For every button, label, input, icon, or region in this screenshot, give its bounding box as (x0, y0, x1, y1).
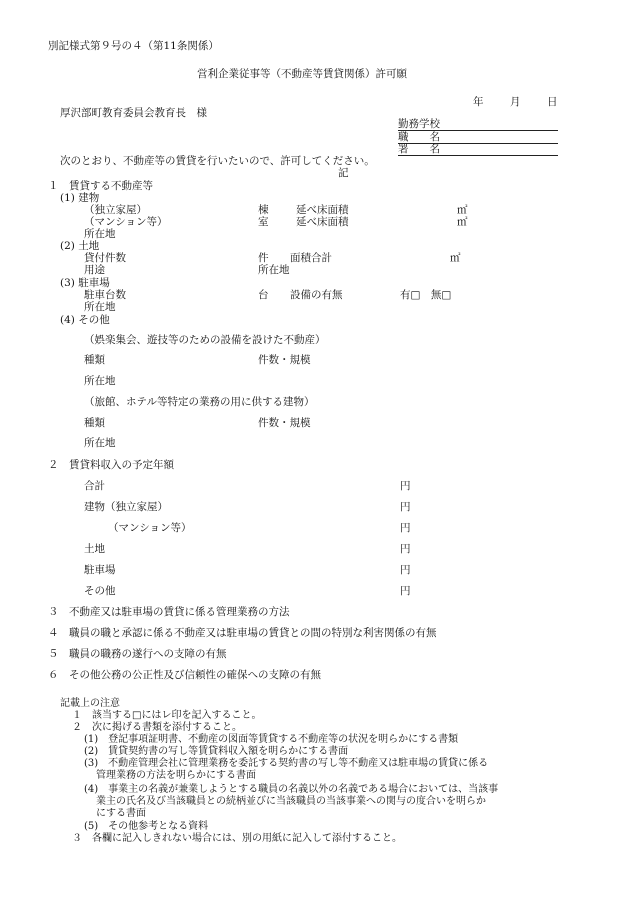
other-location-1: 所在地 (84, 375, 116, 387)
income-row-label: 建物（独立家屋） (84, 501, 168, 513)
other-label: (4) その他 (60, 314, 110, 326)
mansion-area-label: 延べ床面積 (296, 216, 349, 228)
mansion-sqm: ㎡ (457, 216, 468, 228)
income-row-unit: 円 (400, 522, 411, 534)
note-2-4: (4) 事業主の名義が兼業しようとする職員の名義以外の名義である場合においては、当該事 (84, 784, 499, 795)
income-row-label: 土地 (84, 543, 105, 555)
note-2-4-cont: 業主の氏名及び当該職員との続柄並びに当該職員の当該事業への関与の度合いを明らか (96, 796, 486, 807)
income-row-label: 合計 (84, 480, 105, 492)
land-use-label: 用途 (84, 264, 105, 276)
building-label: (1) 建物 (60, 192, 100, 204)
detached-sqm: ㎡ (457, 204, 468, 216)
note-2-2: (2) 賃貸契約書の写し等賃貸料収入額を明らかにする書面 (84, 746, 349, 757)
mansion-unit: 室 (258, 216, 269, 228)
addressee: 厚沢部町教育委員会教育長 様 (60, 107, 207, 119)
note-2-3-cont: 管理業務の方法を明らかにする書面 (96, 770, 256, 781)
detached-area-label: 延べ床面積 (296, 204, 349, 216)
other-location-2: 所在地 (84, 437, 116, 449)
s3-heading: ３ 不動産又は駐車場の賃貸に係る管理業務の方法 (48, 606, 290, 618)
form-number: 別記様式第９号の４（第11条関係） (48, 40, 219, 52)
name-label: 署 名 (398, 143, 440, 155)
s2-heading: ２ 賃貸料収入の予定年額 (48, 459, 174, 471)
land-area-label: 面積合計 (290, 252, 332, 264)
income-row-unit: 円 (400, 480, 411, 492)
date-year: 年 (473, 96, 484, 108)
note-2-5: (5) その他参考となる資料 (84, 821, 209, 832)
note-2: ２ 次に掲げる書類を添付すること。 (72, 722, 242, 733)
mansion-label: （マンション等） (84, 216, 168, 228)
income-row-label: その他 (84, 585, 116, 597)
notes-heading: 記載上の注意 (60, 698, 120, 709)
name-underline (398, 155, 558, 156)
land-count-label: 貸付件数 (84, 252, 126, 264)
income-row-unit: 円 (400, 564, 411, 576)
land-label: (2) 土地 (60, 240, 100, 252)
income-row-unit: 円 (400, 501, 411, 513)
s6-heading: ６ その他公務の公正性及び信頼性の確保への支障の有無 (48, 669, 321, 681)
date-day: 日 (547, 96, 558, 108)
building-location: 所在地 (84, 228, 116, 240)
note-2-4-cont2: にする書面 (96, 808, 146, 819)
parking-location: 所在地 (84, 301, 116, 313)
parking-spaces-unit: 台 (258, 289, 269, 301)
hotel-label: （旅館、ホテル等特定の業務の用に供する建物） (84, 396, 315, 408)
land-count-unit: 件 (258, 252, 269, 264)
s5-heading: ５ 職員の職務の遂行への支障の有無 (48, 648, 227, 660)
ki-mark: 記 (338, 167, 349, 179)
position-label: 職 名 (398, 131, 440, 143)
income-row-unit: 円 (400, 543, 411, 555)
date-month: 月 (510, 96, 521, 108)
s4-heading: ４ 職員の職と承認に係る不動産又は駐車場の賃貸との間の特別な利害関係の有無 (48, 627, 437, 639)
parking-spaces-label: 駐車台数 (84, 289, 126, 301)
detached-label: （独立家屋） (84, 204, 147, 216)
income-row-unit: 円 (400, 585, 411, 597)
s1-heading: １ 賃貸する不動産等 (48, 180, 153, 192)
detached-unit: 棟 (258, 204, 269, 216)
intro-text: 次のとおり、不動産等の賃貸を行いたいので、許可してください。 (60, 155, 375, 167)
entertainment-label: （娯楽集会、遊技等のための設備を設けた不動産） (84, 334, 326, 346)
income-row-label: 駐車場 (84, 564, 116, 576)
school-label: 勤務学校 (398, 118, 440, 130)
other-scale-1: 件数・規模 (258, 354, 311, 366)
note-2-3: (3) 不動産管理会社に管理業務を委託する契約書の写し等不動産又は駐車場の賃貸に係る (84, 758, 489, 769)
parking-label: (3) 駐車場 (60, 277, 110, 289)
note-2-1: (1) 登記事項証明書、不動産の図面等賃貸する不動産等の状況を明らかにする書類 (84, 734, 459, 745)
other-type-2: 種類 (84, 417, 105, 429)
land-location: 所在地 (258, 264, 290, 276)
other-type-1: 種類 (84, 354, 105, 366)
parking-facility-label: 設備の有無 (290, 289, 343, 301)
land-sqm: ㎡ (450, 252, 461, 264)
income-row-label: （マンション等） (108, 522, 192, 534)
parking-yes-no-checkboxes[interactable]: 有□ 無□ (400, 289, 452, 301)
note-3: ３ 各欄に記入しきれない場合には、別の用紙に記入して添付すること。 (72, 833, 402, 844)
note-1: １ 該当する□にはレ印を記入すること。 (72, 710, 262, 721)
page-title: 営利企業従事等（不動産等賃貸関係）許可願 (197, 68, 407, 80)
other-scale-2: 件数・規模 (258, 417, 311, 429)
